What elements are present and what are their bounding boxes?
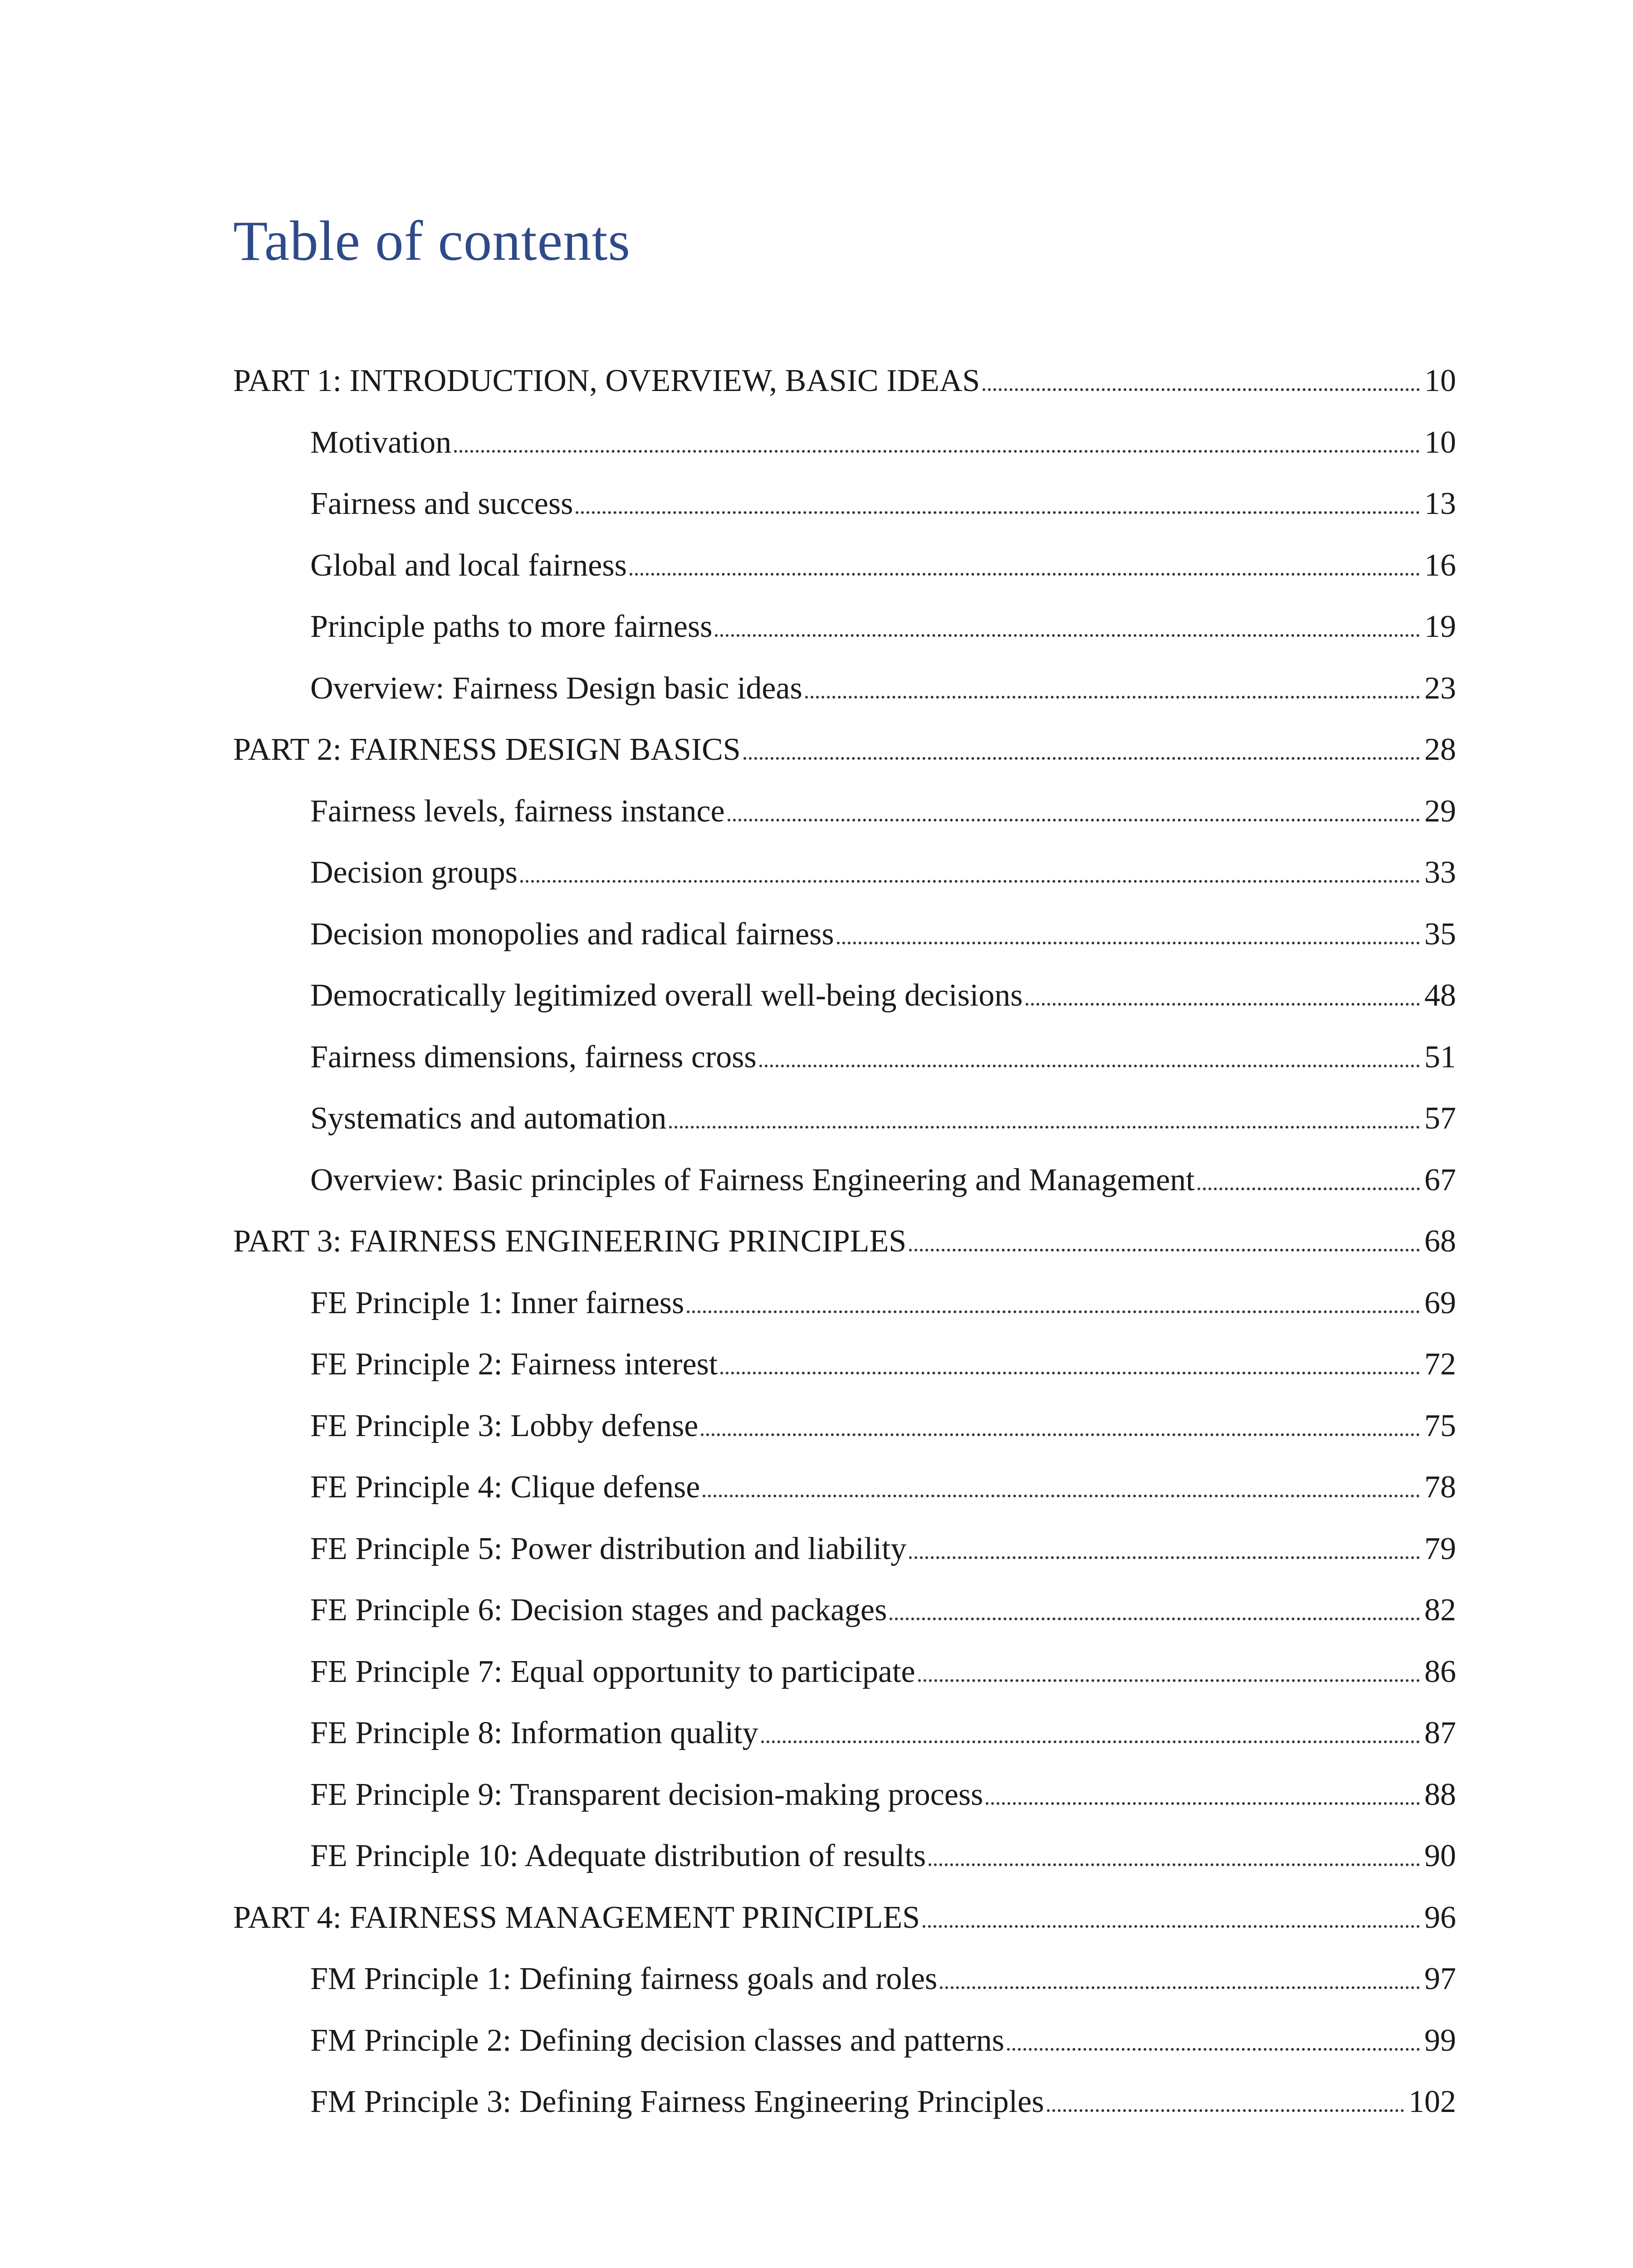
toc-entry-label: FE Principle 2: Fairness interest [310, 1347, 718, 1382]
toc-section-entry[interactable] [233, 1164, 1456, 1226]
dot-leader [1007, 2045, 1420, 2051]
toc-entry-label: FE Principle 9: Transparent decision-making process [310, 1777, 983, 1812]
toc-entry-page-number: 86 [1424, 1654, 1456, 1689]
toc-entry-page-number: 48 [1424, 978, 1456, 1013]
toc-section-entry[interactable] [233, 1533, 1456, 1595]
dot-leader [576, 508, 1420, 514]
toc-entry-page-number: 29 [1424, 793, 1456, 829]
toc-section-entry[interactable] [233, 1103, 1456, 1164]
toc-entry-label: Fairness and success [310, 486, 573, 521]
toc-entry-label: FE Principle 8: Information quality [310, 1716, 758, 1750]
dot-leader [923, 1922, 1420, 1928]
toc-section-entry[interactable] [233, 488, 1456, 550]
toc-entry-label: PART 4: FAIRNESS MANAGEMENT PRINCIPLES [233, 1900, 920, 1935]
toc-entry-label: FE Principle 3: Lobby defense [310, 1408, 699, 1443]
toc-entry-label: FM Principle 1: Defining fairness goals and roles [310, 1961, 938, 1996]
toc-entry-page-number: 82 [1424, 1593, 1456, 1628]
dot-leader [669, 1123, 1420, 1129]
toc-section-entry[interactable] [233, 1041, 1456, 1103]
toc-entry-label: Systematics and automation [310, 1101, 667, 1136]
page-title: Table of contents [233, 210, 631, 273]
toc-part-entry[interactable] [233, 1226, 1456, 1287]
toc-entry-page-number: 97 [1424, 1961, 1456, 1996]
toc-entry-page-number: 78 [1424, 1470, 1456, 1505]
dot-leader [940, 1984, 1420, 1989]
dot-leader [703, 1492, 1420, 1497]
toc-section-entry[interactable] [233, 980, 1456, 1041]
dot-leader [805, 693, 1420, 699]
toc-entry-label: Democratically legitimized overall well-being decisions [310, 978, 1023, 1013]
table-of-contents [233, 365, 1456, 2148]
toc-entry-label: FE Principle 4: Clique defense [310, 1470, 700, 1505]
dot-leader [520, 877, 1420, 883]
toc-entry-label: Decision groups [310, 855, 518, 890]
toc-entry-label: Motivation [310, 425, 452, 460]
dot-leader [715, 631, 1420, 637]
dot-leader [929, 1861, 1420, 1866]
toc-entry-label: FE Principle 10: Adequate distribution of results [310, 1838, 926, 1873]
toc-entry-page-number: 90 [1424, 1838, 1456, 1873]
toc-entry-label: Overview: Fairness Design basic ideas [310, 670, 802, 706]
toc-section-entry[interactable] [233, 1471, 1456, 1533]
toc-section-entry[interactable] [233, 2086, 1456, 2148]
toc-entry-page-number: 69 [1424, 1285, 1456, 1320]
toc-section-entry[interactable] [233, 2025, 1456, 2087]
toc-part-entry[interactable] [233, 365, 1456, 427]
toc-entry-label: Fairness dimensions, fairness cross [310, 1039, 757, 1075]
toc-part-entry[interactable] [233, 1902, 1456, 1964]
toc-section-entry[interactable] [233, 1410, 1456, 1472]
toc-section-entry[interactable] [233, 1717, 1456, 1779]
toc-entry-label: Decision monopolies and radical fairness [310, 916, 834, 952]
toc-entry-label: FE Principle 6: Decision stages and packages [310, 1593, 887, 1628]
toc-entry-page-number: 88 [1424, 1777, 1456, 1812]
toc-entry-page-number: 10 [1424, 363, 1456, 398]
toc-entry-page-number: 10 [1424, 425, 1456, 460]
toc-section-entry[interactable] [233, 1287, 1456, 1349]
dot-leader [743, 754, 1420, 760]
toc-entry-page-number: 75 [1424, 1408, 1456, 1443]
dot-leader [720, 1369, 1420, 1374]
dot-leader [759, 1062, 1420, 1067]
toc-entry-page-number: 99 [1424, 2023, 1456, 2058]
toc-entry-page-number: 67 [1424, 1162, 1456, 1198]
toc-entry-label: Principle paths to more fairness [310, 609, 713, 644]
dot-leader [909, 1554, 1420, 1559]
toc-entry-page-number: 96 [1424, 1900, 1456, 1935]
toc-part-entry[interactable] [233, 734, 1456, 796]
toc-entry-page-number: 79 [1424, 1531, 1456, 1566]
toc-entry-label: Global and local fairness [310, 547, 627, 583]
toc-entry-page-number: 72 [1424, 1347, 1456, 1382]
dot-leader [454, 447, 1420, 453]
dot-leader [909, 1246, 1420, 1251]
toc-entry-page-number: 16 [1424, 547, 1456, 583]
toc-entry-page-number: 13 [1424, 486, 1456, 521]
toc-entry-page-number: 23 [1424, 670, 1456, 706]
dot-leader [983, 386, 1420, 391]
dot-leader [1047, 2107, 1404, 2112]
toc-section-entry[interactable] [233, 1594, 1456, 1656]
toc-section-entry[interactable] [233, 670, 1456, 734]
toc-entry-page-number: 57 [1424, 1101, 1456, 1136]
dot-leader [837, 939, 1420, 944]
dot-leader [701, 1431, 1420, 1436]
toc-section-entry[interactable] [233, 1656, 1456, 1718]
dot-leader [630, 570, 1420, 576]
dot-leader [761, 1738, 1420, 1743]
toc-section-entry[interactable] [233, 1963, 1456, 2025]
toc-entry-page-number: 51 [1424, 1039, 1456, 1075]
toc-section-entry[interactable] [233, 916, 1456, 980]
toc-entry-label: PART 2: FAIRNESS DESIGN BASICS [233, 732, 741, 767]
toc-section-entry[interactable] [233, 611, 1456, 673]
toc-section-entry[interactable] [233, 547, 1456, 611]
toc-entry-page-number: 68 [1424, 1224, 1456, 1259]
toc-section-entry[interactable] [233, 1349, 1456, 1410]
toc-entry-label: PART 3: FAIRNESS ENGINEERING PRINCIPLES [233, 1224, 907, 1259]
toc-entry-page-number: 33 [1424, 855, 1456, 890]
toc-section-entry[interactable] [233, 793, 1456, 857]
toc-entry-page-number: 35 [1424, 916, 1456, 952]
toc-entry-label: FE Principle 1: Inner fairness [310, 1285, 684, 1320]
toc-entry-label: FM Principle 2: Defining decision classes and patterns [310, 2023, 1004, 2058]
toc-entry-label: Overview: Basic principles of Fairness Engineering and Management [310, 1162, 1195, 1198]
toc-entry-label: Fairness levels, fairness instance [310, 793, 725, 829]
toc-section-entry[interactable] [233, 1840, 1456, 1902]
toc-entry-label: FM Principle 3: Defining Fairness Engineering Principles [310, 2084, 1044, 2119]
toc-section-entry[interactable] [233, 1779, 1456, 1841]
dot-leader [687, 1308, 1420, 1313]
dot-leader [890, 1615, 1420, 1620]
dot-leader [1026, 1000, 1420, 1006]
toc-entry-label: PART 1: INTRODUCTION, OVERVIEW, BASIC IDEAS [233, 363, 980, 398]
toc-entry-page-number: 102 [1408, 2084, 1456, 2119]
toc-entry-page-number: 19 [1424, 609, 1456, 644]
toc-entry-label: FE Principle 5: Power distribution and liability [310, 1531, 907, 1566]
dot-leader [728, 816, 1420, 821]
toc-entry-page-number: 28 [1424, 732, 1456, 767]
dot-leader [1198, 1185, 1420, 1190]
toc-entry-page-number: 87 [1424, 1716, 1456, 1750]
dot-leader [986, 1799, 1420, 1805]
toc-section-entry[interactable] [233, 857, 1456, 919]
toc-entry-label: FE Principle 7: Equal opportunity to participate [310, 1654, 915, 1689]
dot-leader [918, 1677, 1420, 1682]
toc-section-entry[interactable] [233, 427, 1456, 489]
